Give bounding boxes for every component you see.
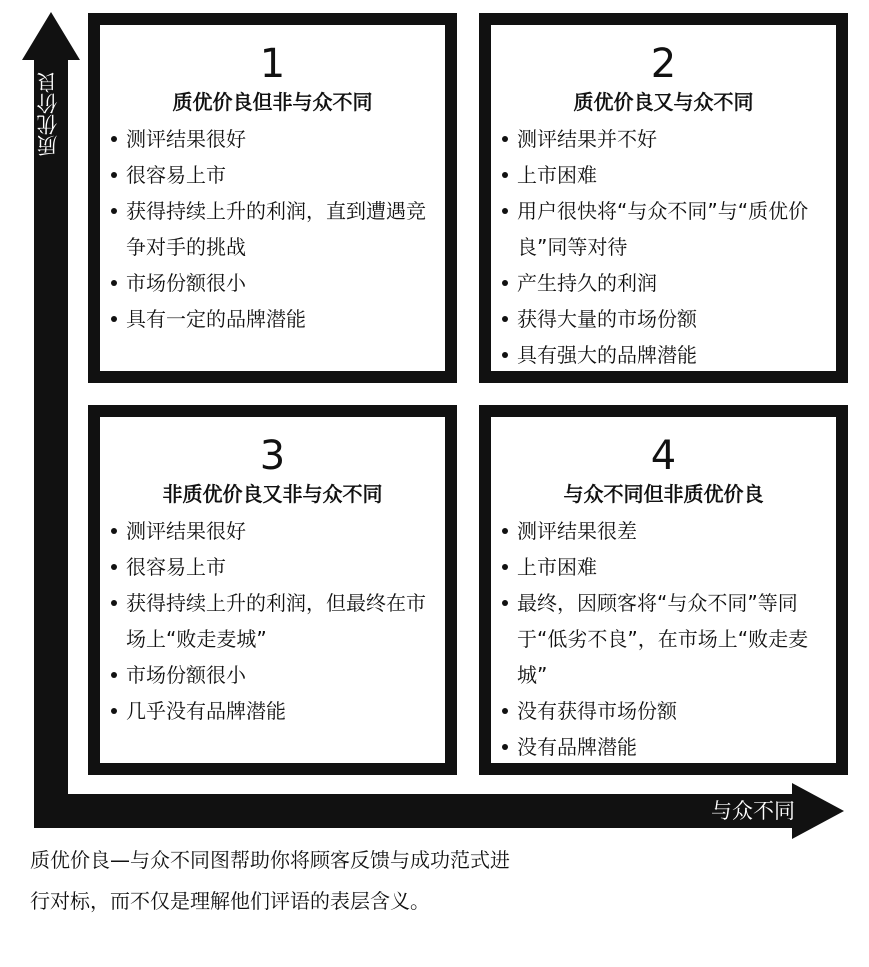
figure-caption: 质优价良—与众不同图帮助你将顾客反馈与成功范式进行对标，而不仅是理解他们评语的表层含义。 [30, 848, 510, 913]
quadrant-number: 2 [650, 41, 677, 87]
quadrant-item-list [100, 121, 445, 337]
list-item: 获得持续上升的利润，直到遭遇竞争对手的挑战 [110, 193, 439, 265]
quadrant-title: 与众不同但非质优价良 [563, 482, 764, 506]
quadrant-3 [88, 405, 457, 775]
list-item: 没有获得市场份额 [501, 693, 830, 729]
list-item: 上市困难 [501, 549, 830, 585]
list-item: 获得持续上升的利润，但最终在市场上“败走麦城” [110, 585, 439, 657]
quadrant-item-list [100, 513, 445, 729]
quadrant-item-list [491, 513, 836, 765]
quadrant-number: 3 [259, 433, 286, 479]
list-item: 测评结果很好 [110, 121, 439, 157]
list-item: 具有一定的品牌潜能 [110, 301, 439, 337]
list-item: 获得大量的市场份额 [501, 301, 830, 337]
quadrant-number: 1 [259, 41, 286, 87]
list-item: 产生持久的利润 [501, 265, 830, 301]
quadrant-item-list [491, 121, 836, 373]
horizontal-axis-arrowhead [792, 783, 844, 839]
list-item: 用户很快将“与众不同”与“质优价良”同等对待 [501, 193, 830, 265]
list-item: 没有品牌潜能 [501, 729, 830, 765]
quadrant-2 [479, 13, 848, 383]
vertical-axis-bar [34, 45, 68, 828]
vertical-axis-label: 质优价良 [36, 72, 60, 156]
list-item: 很容易上市 [110, 157, 439, 193]
list-item: 很容易上市 [110, 549, 439, 585]
quadrant-4 [479, 405, 848, 775]
list-item: 具有强大的品牌潜能 [501, 337, 830, 373]
list-item: 最终，因顾客将“与众不同”等同于“低劣不良”，在市场上“败走麦城” [501, 585, 830, 693]
list-item: 测评结果很差 [501, 513, 830, 549]
quadrant-title: 质优价良但非与众不同 [172, 90, 373, 114]
quadrant-title: 非质优价良又非与众不同 [162, 482, 383, 506]
quadrant-title: 质优价良又与众不同 [573, 90, 754, 114]
list-item: 测评结果并不好 [501, 121, 830, 157]
list-item: 市场份额很小 [110, 657, 439, 693]
list-item: 测评结果很好 [110, 513, 439, 549]
list-item: 上市困难 [501, 157, 830, 193]
quadrant-number: 4 [650, 433, 677, 479]
list-item: 市场份额很小 [110, 265, 439, 301]
list-item: 几乎没有品牌潜能 [110, 693, 439, 729]
horizontal-axis-label: 与众不同 [711, 799, 795, 823]
quadrant-1 [88, 13, 457, 383]
